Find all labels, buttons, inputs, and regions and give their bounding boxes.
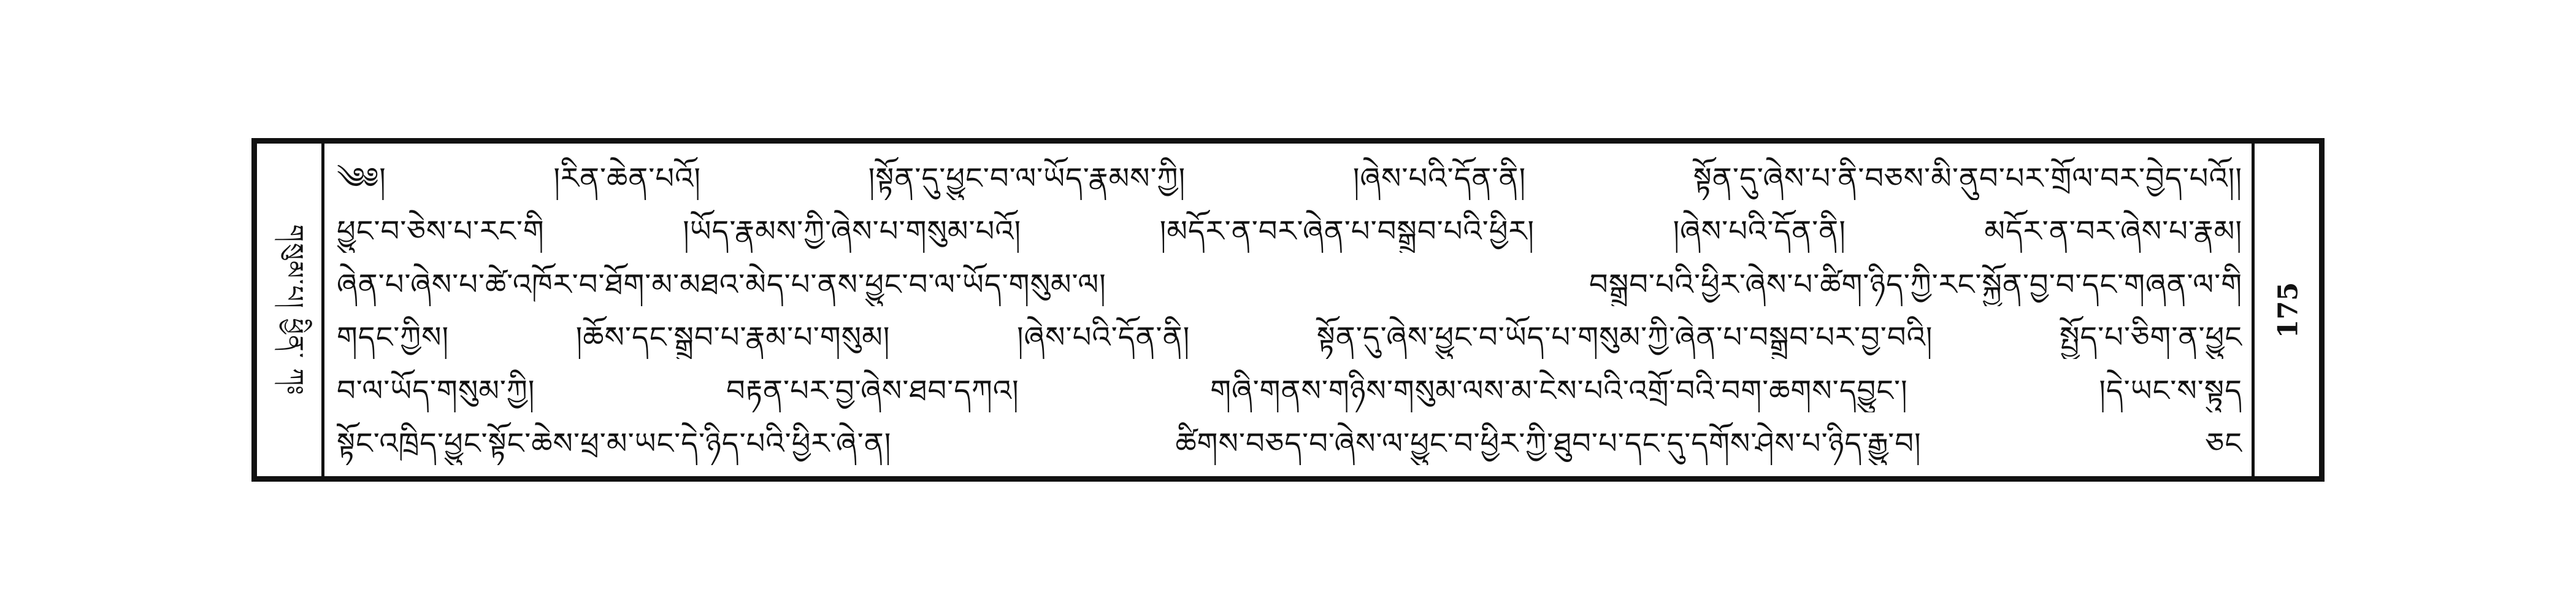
page-number-text: 175: [2272, 282, 2304, 338]
right-margin: [2252, 144, 2319, 476]
text-block: [337, 157, 2242, 465]
text-line: སྟོང་འཁྲིད་ཕྱུང་སྟོང་ཆེས་ཕྲ་མ་ཡང་དེ་ཉིད་པའི་ཕྱིར་ཞེ་ན། ཚིགས་བཅད་བ་ཞེས་ལ་ཕྱུང་བ་ཕྱིར་ཀྱི་ཐུབ་པ་དང་དུ་དགོས་ཤེས་པ་ཉིད་རྒྱུ་བ། ཅང: [337, 426, 2242, 461]
margin-title-text: གསུམ་པ། ཕྱིན་ ཀཿ: [280, 224, 309, 396]
scripture-folio: [251, 138, 2325, 482]
page-number: [2258, 144, 2319, 476]
text-line: བ་ལ་ཡོད་གསུམ་ཀྱི། བརྟན་པར་བྱ་ཞེས་ཐབ་དཀའ། གཞི་གནས་གཉིས་གསུམ་ལས་མ་ངེས་པའི་འགྲོ་བའི་བག་ཆགས་དབྱུང་། །དེ་ཡང་ས་སྟུད: [337, 373, 2242, 408]
left-margin: [257, 144, 324, 476]
text-line: ༄༅། །རིན་ཆེན་པའོ། །སྟོན་དུ་ཕྱུང་བ་ལ་ཡོད་རྣམས་ཀྱི། །ཞེས་པའི་དོན་ནི། སྟོན་དུ་ཞེས་པ་ནི་བཅས་མི་ནུབ་པར་གྲོལ་བར་བྱེད་པའོ།།: [337, 161, 2242, 196]
text-line: གདང་ཀྱིས། །ཆོས་དང་སྒྲུབ་པ་རྣམ་པ་གསུམ། །ཞེས་པའི་དོན་ནི། སྟོན་དུ་ཞེས་ཕྱུང་བ་ཡོད་པ་གསུམ་ཀྱི་ཞེན་པ་བསྒྲུབ་པར་བྱ་བའི། སྤྱོད་པ་ཅིག་ན་ཕྱུང: [337, 320, 2242, 355]
text-line: ཕྱུང་བ་ཅེས་པ་རང་གི །ཡོད་རྣམས་ཀྱི་ཞེས་པ་གསུམ་པའོ། །མདོར་ན་བར་ཞེན་པ་བསྒྲུབ་པའི་ཕྱིར། །ཞེས་པའི་དོན་ནི། མདོར་ན་བར་ཞེས་པ་རྣམ།: [337, 214, 2242, 249]
margin-title: [257, 144, 318, 476]
text-line: ཞེན་པ་ཞེས་པ་ཚེ་འཁོར་བ་ཐོག་མ་མཐའ་མེད་པ་ནས་ཕྱུང་བ་ལ་ཡོད་གསུམ་ལ། བསྒྲུབ་པའི་ཕྱིར་ཞེས་པ་ཚིག་ཉིད་ཀྱི་རང་སྐྱོན་བྱ་བ་དང་གཞན་ལ་གི: [337, 267, 2242, 302]
